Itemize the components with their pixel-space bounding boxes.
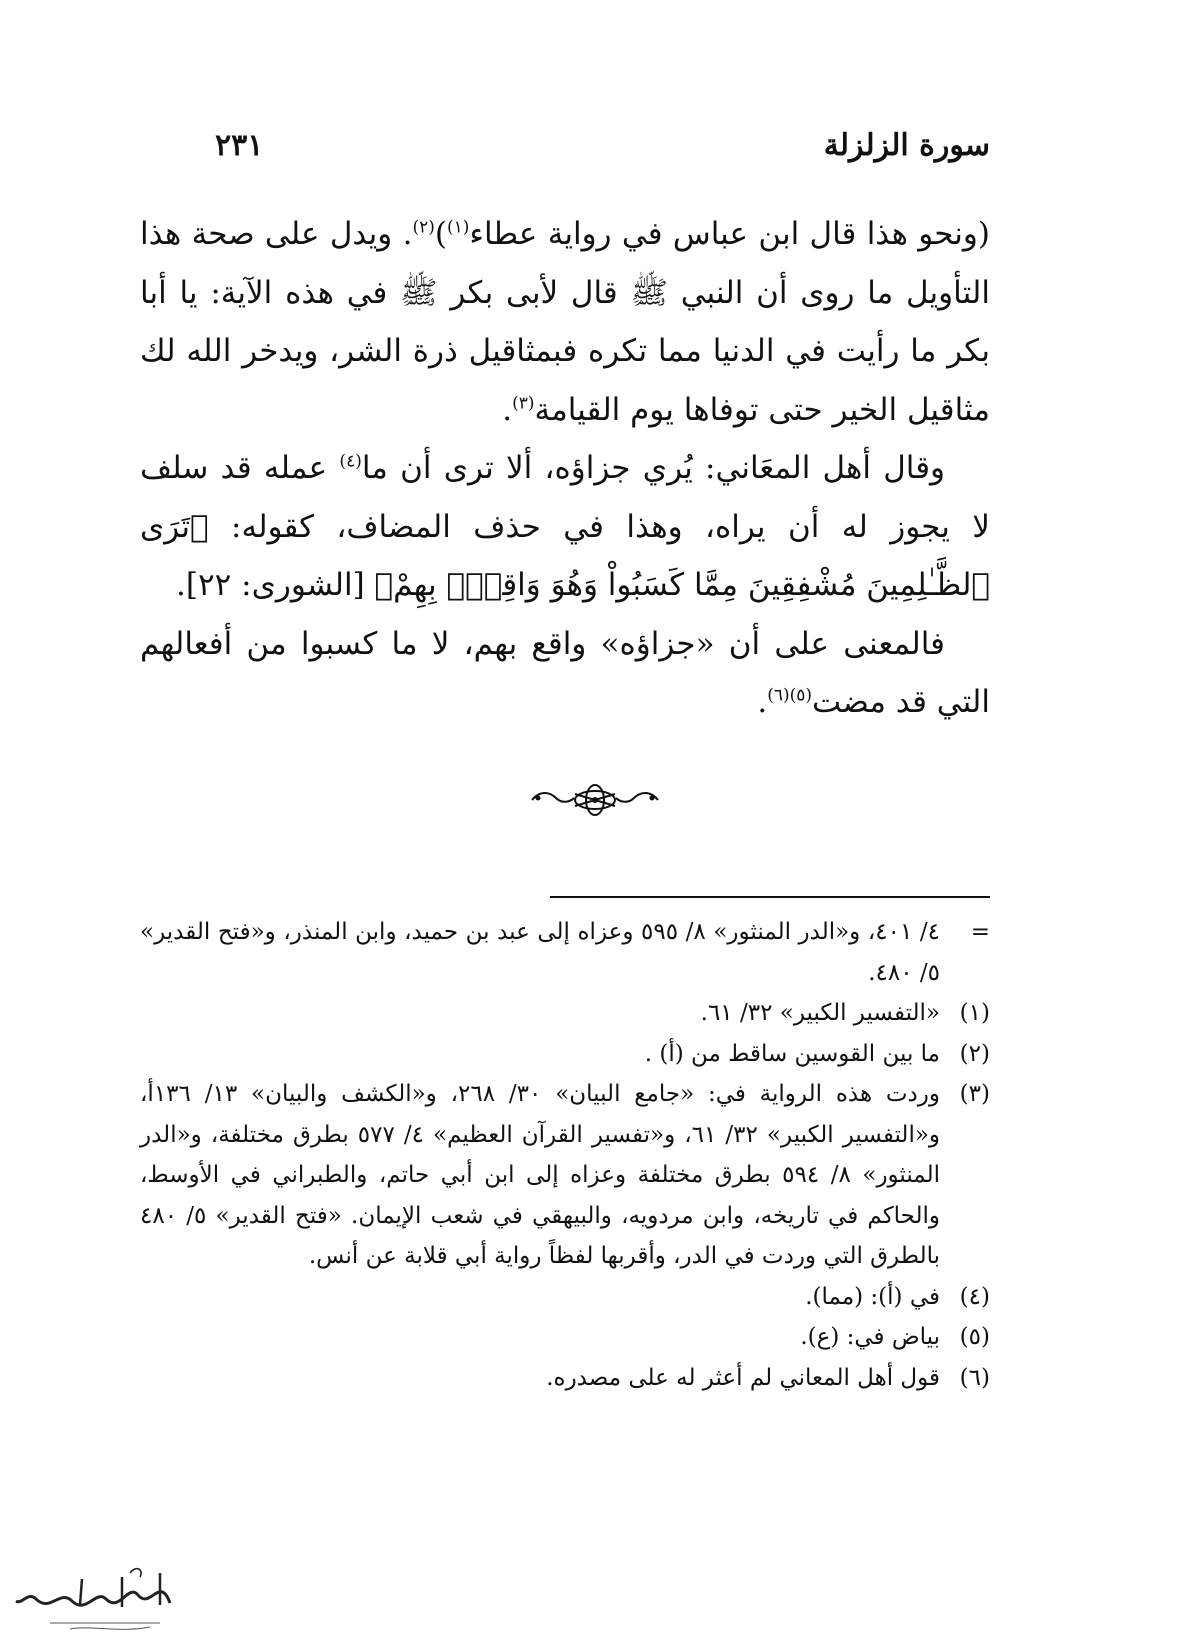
footnote-number: = bbox=[970, 919, 990, 945]
footnote-item bbox=[140, 1317, 990, 1358]
footnote-number: (٣) bbox=[959, 1081, 990, 1107]
footnote-text: ٤/ ٤٠١، و«الدر المنثور» ٨/ ٥٩٥ وعزاه إلى عبد بن حميد، وابن المنذر، و«فتح القدير» ٥/ ٤٨٠. bbox=[140, 919, 940, 986]
footnote-ref: (٣) bbox=[512, 393, 535, 414]
footnote-number: (٤) bbox=[959, 1283, 990, 1310]
footnote-text: وردت هذه الرواية في: «جامع البيان» ٣٠/ ٢٦٨، و«الكشف والبيان» ١٣/ ١٣٦أ، و«التفسير الكبير» ٣٢/ ٦١، و«تفسير القرآن العظيم» ٤/ ٥٧٧ بطرق مختلفة، و«الدر المنثور» ٨/ ٥٩٤ بطرق مختلفة وعزاه إلى ابن أبي حاتم، والطبراني في الأوسط، والحاكم في تاريخه، وابن مردويه، والبيهقي في شعب الإيمان. «فتح القدير» ٥/ ٤٨٠ بالطرق التي وردت في الدر، وأقربها لفظاً رواية أبي قلابة عن أنس. bbox=[140, 1081, 941, 1269]
publisher-stamp-logo bbox=[10, 1555, 180, 1635]
page-number: ٢٣١ bbox=[215, 128, 264, 163]
footnote-number: (١) bbox=[959, 1000, 990, 1026]
main-text bbox=[140, 205, 990, 732]
footnote-text: بياض في: (ع). bbox=[800, 1324, 940, 1350]
paragraph-1: (ونحو هذا قال ابن عباس في رواية عطاء$^{(١)}$)$^{(٢)}$. ويدل على صحة هذا التأويل ما روى أن النبي ﷺ قال لأبى بكر ﷺ في هذه الآية: يا أبا بكر ما رأيت في الدنيا مما تكره فبمثاقيل ذرة الشر، ويدخر الله لك مثاقيل الخير حتى توفاها يوم القيامة$^{(٣)}$. bbox=[140, 216, 990, 428]
footnote-item bbox=[140, 912, 990, 993]
footnote-ref: (٥)(٦) bbox=[767, 685, 813, 706]
footnote-text: في (أ): (مما). bbox=[805, 1283, 940, 1310]
footnote-text: «التفسير الكبير» ٣٢/ ٦١. bbox=[700, 1000, 940, 1026]
footnote-ref: (٢) bbox=[412, 217, 435, 238]
footnote-ref: (٤) bbox=[339, 451, 362, 472]
surah-title: سورة الزلزلة bbox=[823, 128, 990, 163]
paragraph-2: وقال أهل المعَاني: يُري جزاؤه، ألا ترى أن ما$^{(٤)}$ عمله قد سلف لا يجوز له أن يراه، وهذا في حذف المضاف، كقوله: ﴿تَرَى ٱلظَّـٰلِمِينَ مُشْفِقِينَ مِمَّا كَسَبُواْ وَهُوَ وَاقِعٌۢ بِهِمْ﴾ [الشورى: ٢٢]. bbox=[140, 450, 990, 603]
quran-verse: ﴿تَرَى ٱلظَّـٰلِمِينَ مُشْفِقِينَ مِمَّا كَسَبُواْ وَهُوَ وَاقِعٌۢ بِهِمْ﴾ bbox=[140, 508, 990, 603]
paragraph-3: فالمعنى على أن «جزاؤه» واقع بهم، لا ما كسبوا من أفعالهم التي قد مضت$^{(٥)(٦)}$. bbox=[140, 625, 990, 720]
footnote-text: ما بين القوسين ساقط من (أ) . bbox=[644, 1040, 940, 1067]
footnote-separator bbox=[550, 896, 990, 898]
verse-reference: [الشورى: ٢٢]. bbox=[176, 567, 375, 603]
footnote-item bbox=[140, 1277, 990, 1318]
footnote-number: (٥) bbox=[959, 1324, 990, 1350]
footnote-item bbox=[140, 1074, 990, 1277]
footnote-number: (٢) bbox=[959, 1040, 990, 1067]
footnote-item bbox=[140, 1358, 990, 1399]
footnote-text: قول أهل المعاني لم أعثر له على مصدره. bbox=[546, 1364, 940, 1391]
footnote-ref: (١) bbox=[446, 217, 470, 238]
footnote-item bbox=[140, 993, 990, 1034]
page-header bbox=[215, 128, 990, 178]
footnote-item bbox=[140, 1034, 990, 1075]
footnote-number: (٦) bbox=[959, 1364, 990, 1391]
section-divider-ornament-icon bbox=[530, 780, 660, 820]
footnotes bbox=[140, 912, 990, 1398]
